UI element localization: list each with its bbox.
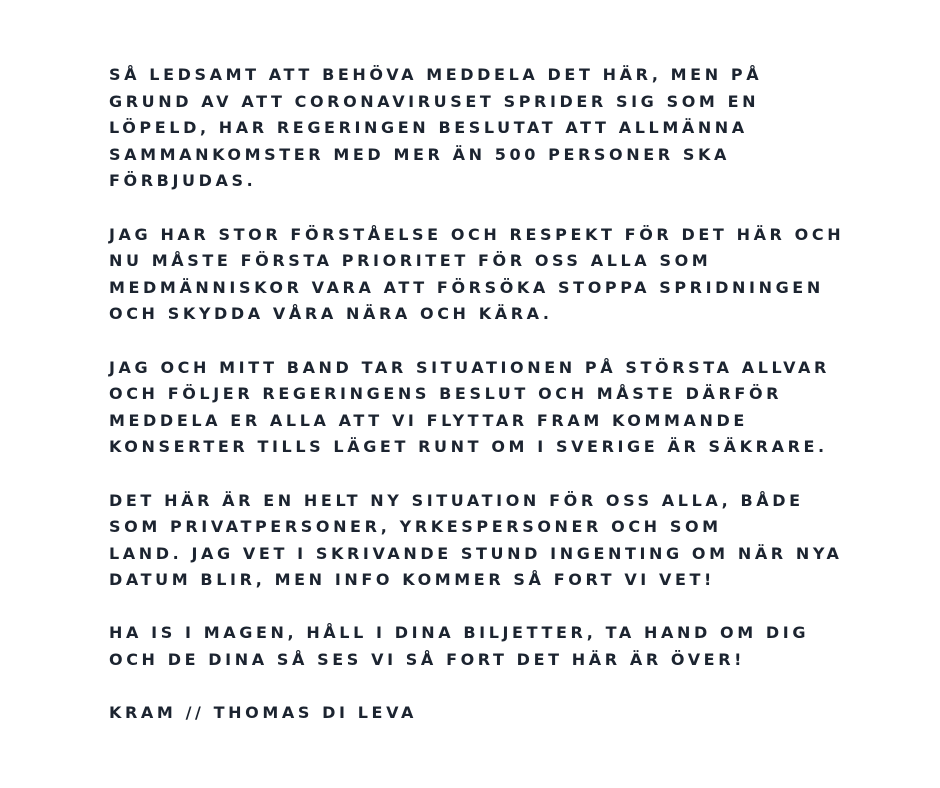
message-line: DET HÄR ÄR EN HELT NY SITUATION FÖR OSS ALLA, BÅDE <box>109 490 804 510</box>
message-line: SAMMANKOMSTER MED MER ÄN 500 PERSONER SKA <box>109 144 730 164</box>
paragraph-new-situation <box>109 488 869 594</box>
message-line: MEDMÄNNISKOR VARA ATT FÖRSÖKA STOPPA SPRIDNINGEN <box>109 277 824 297</box>
message-line: SÅ LEDSAMT ATT BEHÖVA MEDDELA DET HÄR, MEN PÅ <box>109 65 763 84</box>
message-line: NU MÅSTE FÖRSTA PRIORITET FÖR OSS ALLA SOM <box>109 251 712 271</box>
paragraph-ban-announcement <box>109 62 869 195</box>
message-line: HA IS I MAGEN, HÅLL I DINA BILJETTER, TA HAND OM DIG <box>109 623 810 643</box>
message-line: JAG OCH MITT BAND TAR SITUATIONEN PÅ STÖRSTA ALLVAR <box>109 357 830 377</box>
paragraph-postponement <box>109 355 869 461</box>
message-line: FÖRBJUDAS. <box>109 171 257 191</box>
paragraph-understanding <box>109 222 869 328</box>
message-line: LÖPELD, HAR REGERINGEN BESLUTAT ATT ALLMÄNNA <box>109 118 748 138</box>
message-line: LAND. JAG VET I SKRIVANDE STUND INGENTING OM NÄR NYA <box>109 543 843 563</box>
message-line: OCH FÖLJER REGERINGENS BESLUT OCH MÅSTE DÄRFÖR <box>109 384 783 404</box>
message-line: DATUM BLIR, MEN INFO KOMMER SÅ FORT VI VET! <box>109 570 715 590</box>
paragraph-keep-tickets <box>109 620 869 673</box>
announcement-message <box>109 62 869 753</box>
message-line: MEDDELA ER ALLA ATT VI FLYTTAR FRAM KOMMANDE <box>109 410 748 430</box>
signature-line: KRAM // THOMAS DI LEVA <box>109 703 417 723</box>
message-line: JAG HAR STOR FÖRSTÅELSE OCH RESPEKT FÖR DET HÄR OCH <box>109 224 845 244</box>
signature <box>109 700 869 727</box>
message-line: GRUND AV ATT CORONAVIRUSET SPRIDER SIG SOM EN <box>109 91 760 111</box>
message-line: OCH SKYDDA VÅRA NÄRA OCH KÄRA. <box>109 304 553 324</box>
message-line: OCH DE DINA SÅ SES VI SÅ FORT DET HÄR ÄR ÖVER! <box>109 650 746 670</box>
message-line: SOM PRIVATPERSONER, YRKESPERSONER OCH SOM <box>109 517 722 537</box>
message-line: KONSERTER TILLS LÄGET RUNT OM I SVERIGE ÄR SÄKRARE. <box>109 437 828 457</box>
